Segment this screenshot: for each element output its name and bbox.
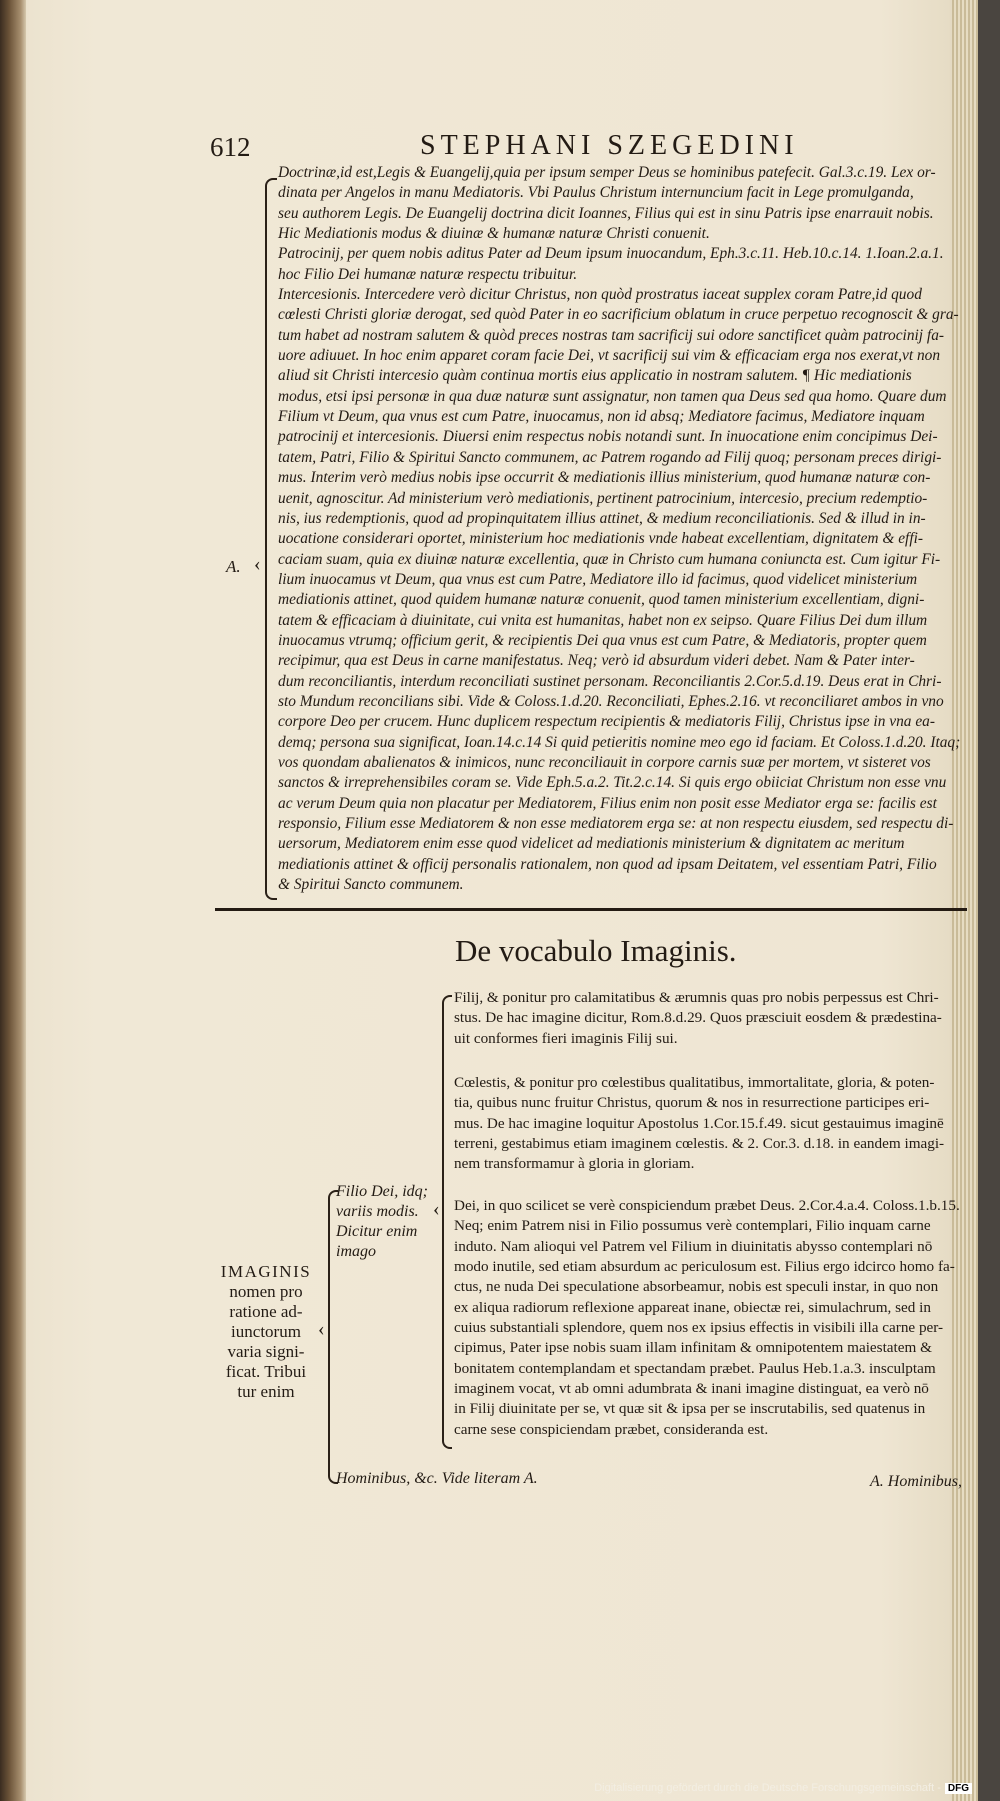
dei-line: ctus, ne nuda Dei speculatione absorbeamur, nobis est speculi instar, in quo non	[454, 1278, 939, 1296]
upper-text-line: & Spiritui Sancto communem.	[278, 876, 464, 894]
upper-text-line: tatem & efficaciam à diuinitate, cui vnita est humanitas, habet non ex seipso. Quare Filius Dei dum illum	[278, 611, 928, 629]
imaginis-label-line: IMAGINIS	[220, 1262, 312, 1281]
upper-text-line: modus, etsi ipsi personæ in qua duæ naturæ sunt assignatur, non tamen qua Deus sed qua homo. Quare dum	[278, 387, 947, 405]
upper-text-line: tatem, Patri, Filio & Spiritui Sancto communem, ac Patrem rogando ad Filij quoq; personam preces dirigi-	[278, 448, 942, 466]
digitization-credit	[580, 1782, 972, 1794]
upper-text-line: dum reconciliantis, interdum reconciliati sustinet personam. Reconciliantis 2.Cor.5.d.19. Deus erat in Chri-	[278, 672, 942, 690]
imaginis-label-line: nomen pro	[229, 1282, 303, 1301]
filij-entry	[454, 988, 942, 1049]
dei-line: cuius substantiali splendore, quem nos ex ipsius effectis in visibili illa carne per-	[454, 1319, 944, 1337]
upper-text-line: caciam suam, quia ex diuinæ naturæ excellentia, quæ in Christo cum humana coniuncta est. Cum igitur Fi-	[278, 550, 941, 568]
filio-label-line: imago	[336, 1243, 376, 1260]
hominibus-entry: Hominibus, &c. Vide literam A.	[336, 1470, 538, 1487]
dei-line: Neq; enim Patrem nisi in Filio possumus verè contemplari, Filio inquam carne	[454, 1217, 931, 1235]
upper-text-line: tum habet ad nostram salutem & quòd preces nostras tam sacrificij sui odore sanctificet quàm patrocinij fa-	[278, 326, 945, 344]
filij-line: stus. De hac imagine dicitur, Rom.8.d.29. Quos præsciuit eosdem & prædestina-	[454, 1009, 942, 1027]
page-number: 612	[210, 132, 251, 162]
section-title: De vocabulo Imaginis.	[455, 933, 737, 968]
upper-text-line: patrocinij et intercesionis. Diuersi enim respectus nobis notandi sunt. In inuocatione enim concipimus Dei-	[278, 428, 938, 446]
upper-text-block	[278, 163, 960, 895]
upper-text-line: hoc Filio Dei humanæ naturæ respectu tribuitur.	[278, 265, 578, 283]
dei-line: bonitatem contemplandam et spectandam præbet. Paulus Heb.1.a.3. insculptam	[454, 1359, 936, 1377]
upper-text-line: uersorum, Mediatorem enim esse quod videlicet ad mediationis ministerium & dignitatem ac meritum	[278, 835, 905, 853]
root-brace-point: ‹	[318, 1318, 325, 1340]
filio-label-line: Dicitur enim	[336, 1223, 418, 1240]
filio-label-line: Filio Dei, idq;	[336, 1183, 428, 1200]
upper-text-line: vos quondam abalienatos & inimicos, nunc reconciliauit in corpore carnis suæ per mortem, vt sisteret vos	[278, 753, 931, 771]
section-divider	[215, 908, 967, 911]
upper-text-line: uocatione considerari oportet, ministerium hoc mediationis vnde habeat excellentiam, dignitatem & effi-	[278, 530, 924, 548]
coelestis-line: mus. De hac imagine loquitur Apostolus 1.Cor.15.f.49. sicut gestauimus imaginē	[454, 1114, 944, 1132]
coelestis-line: nem transformamur à gloria in gloriam.	[454, 1155, 695, 1173]
imaginis-label-line: ficat. Tribui	[225, 1362, 307, 1381]
upper-text-line: responsio, Filium esse Mediatorem & non esse mediatorem erga se: at non respectu eiusdem, sed respectu di-	[278, 815, 954, 832]
upper-text-line: dinata per Angelos in manu Mediatoris. Vbi Paulus Christum internuncium facit in Lege promulganda,	[278, 184, 914, 202]
upper-text-line: mediationis attinet & officij personalis rationalem, non quod ad ipsam Deitatem, vel essentiam Patri, Filio	[278, 855, 937, 873]
upper-text-line: mediationis attinet, quod quidem humanæ naturæ conuenit, quod tamen ministerium excellentiam, digni-	[278, 591, 925, 609]
imaginis-label-line: varia signi-	[227, 1342, 305, 1361]
upper-text-line: Filium vt Deum, qua vnus est cum Patre, inuocamus, non id absq; Mediatore facimus, Mediatore inquam	[278, 408, 925, 426]
upper-bracket	[265, 178, 277, 900]
credit-text: Digitalisierung gefördert durch die Deutsche Forschungsgemeinschaft -	[594, 1782, 941, 1794]
types-bracket	[442, 995, 452, 1449]
upper-text-line: aliud sit Christi intercesio quàm continua mortis eius applicatio in nostram salutem. ¶ Hic mediationis	[278, 367, 912, 385]
dei-line: Dei, in quo scilicet se verè conspiciendum præbet Deus. 2.Cor.4.a.4. Coloss.1.b.15.	[454, 1197, 960, 1214]
filij-line: uit conformes fieri imaginis Filij sui.	[454, 1029, 678, 1047]
upper-text-line: nis, ius redemptionis, quod ad propinquitatem illius attinet, & medium reconciliationis. Sed & illud in in-	[278, 509, 926, 527]
filij-line: Filij, & ponitur pro calamitatibus & ærumnis quas pro nobis perpessus est Chri-	[454, 989, 939, 1006]
imaginis-label-line: ratione ad-	[229, 1302, 303, 1321]
upper-text-line: ac verum Deum quia non placatur per Mediatorem, Filius enim non posit esse Mediator erga se: facilis est	[278, 794, 937, 812]
filio-dei-label	[336, 1182, 441, 1262]
imaginis-label-line: tur enim	[237, 1382, 295, 1401]
dei-line: cipimus, Pater ipse nobis suam illam infinitam & omnipotentem maiestatem &	[454, 1339, 932, 1357]
filio-label-line: variis modis.	[336, 1203, 419, 1220]
upper-text-line: corpore Deo per crucem. Hunc duplicem respectum recipientis & mediatoris Filij, Christus ipse in vna ea-	[278, 713, 935, 731]
dei-line: in Filij diuinitate per se, vt quæ sit & ipsa per se inscrutabilis, sed quatenus in	[454, 1400, 926, 1418]
imaginis-label-line: iunctorum	[231, 1322, 301, 1341]
upper-brace-point: ‹	[254, 553, 261, 575]
marginal-letter-a: A.	[226, 557, 241, 576]
catchword: A. Hominibus,	[870, 1473, 962, 1490]
book-spine	[0, 0, 26, 1801]
upper-text-line: uore adiuuet. In hoc enim apparet coram facie Dei, vt sacrificij sui vim & efficaciam erga nos exerat,vt non	[278, 347, 941, 365]
upper-text-line: lium inuocamus vt Deum, qua vnus est cum Patre, Mediatore illo id facimus, quod videlicet ministerium	[278, 570, 918, 588]
filio-brace-point: ‹	[433, 1198, 440, 1220]
upper-text-line: cœlesti Christi gloriæ derogat, sed quòd Pater in eo sacrificium oblatum in cruce perpetuo recognoscit & gra-	[278, 306, 959, 324]
upper-text-line: demq; persona sua significat, Ioan.14.c.14 Si quid petieritis nomine meo ego id faciam. Et Coloss.1.d.20. Itaq;	[278, 733, 961, 751]
coelestis-entry	[454, 1073, 944, 1175]
coelestis-line: tia, quibus nunc fruitur Christus, quorum & nos in resurrectione participes eri-	[454, 1094, 930, 1112]
upper-text-line: Intercesionis. Intercedere verò dicitur Christus, non quòd prostratus iaceat supplex coram Patre,id quod	[278, 286, 922, 304]
dei-entry	[454, 1196, 960, 1440]
upper-text-line: recipimur, qua est Deus in carne manifestatus. Neq; verò id absurdum videri debet. Nam & Pater inter-	[278, 652, 915, 670]
upper-text-line: sanctos & irreprehensibiles coram se. Vide Eph.5.a.2. Tit.2.c.14. Si quis ergo obiiciat Christum non esse vnu	[278, 774, 947, 792]
upper-text-line: Hic Mediationis modus & diuinæ & humanæ naturæ Christi conuenit.	[278, 225, 710, 243]
dei-line: induto. Nam alioqui vel Patrem vel Filium in diuinitatis abysso contemplari nō	[454, 1237, 933, 1255]
upper-text-line: Patrocinij, per quem nobis aditus Pater ad Deum ipsum inuocandum, Eph.3.c.11. Heb.10.c.14. 1.Ioan.2.a.1.	[278, 245, 944, 263]
dfg-logo: DFG	[945, 1783, 972, 1794]
dei-line: modo inutile, sed etiam absurdum ac periculosum est. Filius ergo idcirco homo fa-	[454, 1258, 955, 1276]
dei-line: carne sese conspiciendam præbet, consideranda est.	[454, 1420, 769, 1438]
coelestis-line: Cœlestis, & ponitur pro cœlestibus qualitatibus, immortalitate, gloria, & poten-	[454, 1074, 935, 1091]
dei-line: ex aliqua radiorum reflexione appareat inane, obiectæ rei, simulachrum, sed in	[454, 1298, 931, 1316]
upper-text-line: mus. Interim verò medius nobis ipse occurrit & mediationis illius ministerium, quod humanæ naturæ con-	[278, 469, 931, 487]
upper-text-line: sto Mundum reconcilians sibi. Vide & Coloss.1.d.20. Reconciliati, Ephes.2.16. vt reconciliaret ambos in vno	[278, 692, 944, 710]
dei-line: imaginem vocat, vt ab omni adumbrata & inani imagine distinguat, ea verò nō	[454, 1380, 929, 1398]
coelestis-line: terreni, gestabimus etiam imaginem cœlestis. & 2. Cor.3. d.18. in eandem imagi-	[454, 1135, 945, 1153]
upper-text-line: inuocamus vtrumq; officium gerit, & recipientis Dei qua vnus est cum Patre, & Mediatoris, propter quem	[278, 631, 927, 649]
upper-text-line: Doctrinæ,id est,Legis & Euangelij,quia per ipsum semper Deus se hominibus patefecit. Gal.3.c.19. Lex or-	[278, 164, 936, 181]
imaginis-root-label	[212, 1262, 320, 1402]
upper-text-line: seu authorem Legis. De Euangelij doctrina dicit Ioannes, Filius qui est in sinu Patris ipse enarrauit nobis.	[278, 204, 934, 222]
upper-text-line: uenit, agnoscitur. Ad ministerium verò mediationis, pertinent patrocinium, intercesio, precium redemptio-	[278, 489, 928, 507]
running-head: STEPHANI SZEGEDINI	[420, 130, 799, 161]
